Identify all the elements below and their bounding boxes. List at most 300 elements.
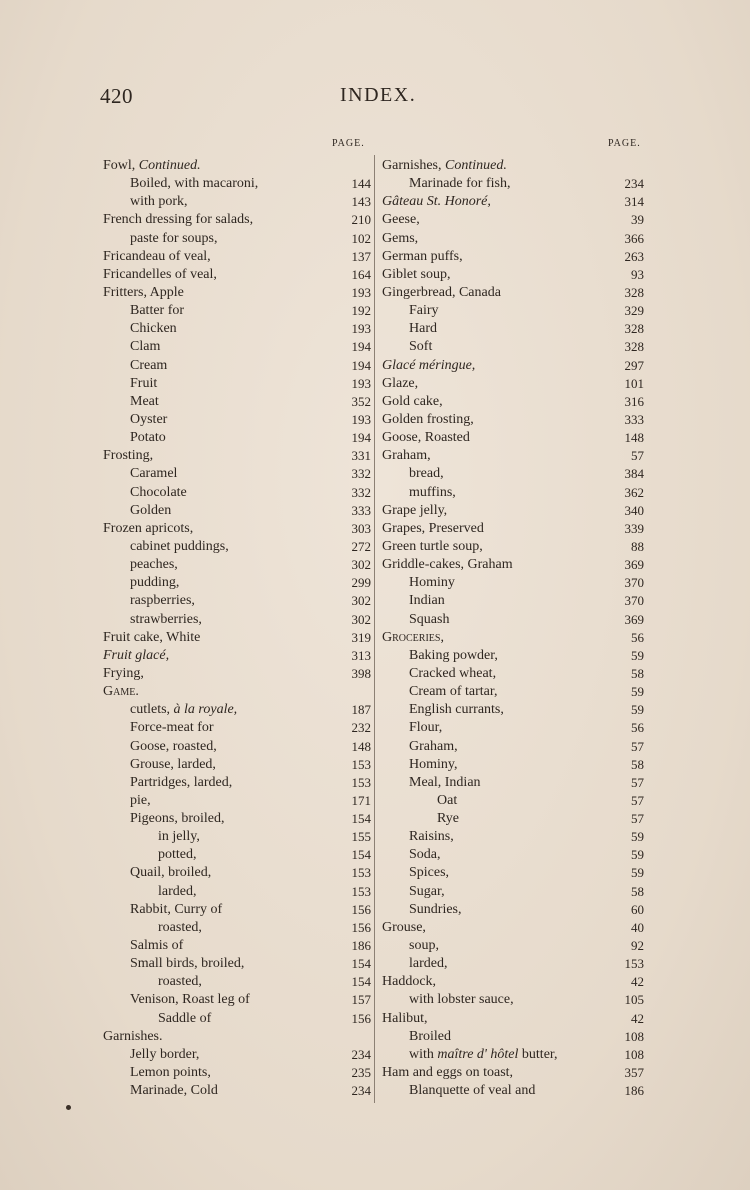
index-entry bbox=[382, 665, 644, 683]
entry-label: Hominy, bbox=[409, 756, 458, 772]
index-entry-text bbox=[409, 647, 498, 665]
index-entry bbox=[382, 810, 644, 828]
entry-label: Jelly border, bbox=[130, 1046, 200, 1062]
entry-label: Fritters, Apple bbox=[103, 284, 184, 300]
entry-label: Sundries, bbox=[409, 901, 462, 917]
index-page-number: 357 bbox=[624, 1065, 644, 1081]
index-entry-text bbox=[382, 284, 501, 302]
ink-speck bbox=[66, 1105, 71, 1110]
index-entry-text bbox=[130, 756, 216, 774]
index-entry-text bbox=[130, 611, 202, 629]
entry-label: Marinade, Cold bbox=[130, 1083, 218, 1099]
index-page-number: 332 bbox=[351, 484, 371, 500]
index-entry-text bbox=[103, 248, 211, 266]
index-page-number: 316 bbox=[624, 393, 644, 409]
index-entry bbox=[382, 883, 644, 901]
index-entry-text bbox=[409, 774, 481, 792]
index-page-number: 156 bbox=[351, 901, 371, 917]
entry-label: Grouse, bbox=[382, 919, 426, 935]
index-entry-text bbox=[130, 411, 167, 429]
index-entry-text bbox=[409, 937, 439, 955]
entry-label: Baking powder, bbox=[409, 647, 498, 663]
index-page-number: 102 bbox=[351, 230, 371, 246]
index-entry bbox=[103, 230, 371, 248]
entry-label: Saddle of bbox=[158, 1010, 212, 1026]
index-entry bbox=[103, 701, 371, 719]
index-page-number: 340 bbox=[624, 502, 644, 518]
entry-label: Venison, Roast leg of bbox=[130, 992, 250, 1008]
entry-label: Halibut, bbox=[382, 1010, 428, 1026]
entry-label: Oyster bbox=[130, 411, 168, 427]
index-entry bbox=[103, 810, 371, 828]
index-entry-text bbox=[158, 883, 196, 901]
index-entry bbox=[103, 937, 371, 955]
index-entry bbox=[382, 629, 644, 647]
index-entry-text bbox=[409, 592, 445, 610]
index-entry bbox=[382, 556, 644, 574]
index-entry-text bbox=[409, 484, 456, 502]
entry-label: Fricandelles of veal, bbox=[103, 266, 217, 282]
entry-italic-label: Continued. bbox=[138, 158, 201, 173]
index-entry-text bbox=[103, 447, 153, 465]
index-entry bbox=[382, 447, 644, 465]
index-entry bbox=[382, 248, 644, 266]
index-entry-text bbox=[130, 357, 167, 375]
index-entry bbox=[103, 502, 371, 520]
index-page-number: 366 bbox=[624, 230, 644, 246]
index-entry bbox=[382, 266, 644, 284]
entry-label: Pigeons, broiled, bbox=[130, 811, 225, 827]
index-entry-text bbox=[382, 447, 431, 465]
entry-label: peaches, bbox=[130, 557, 178, 573]
index-entry bbox=[382, 719, 644, 737]
index-page-number: 156 bbox=[351, 919, 371, 935]
index-entry-text bbox=[409, 611, 449, 629]
index-page-number: 302 bbox=[351, 557, 371, 573]
index-entry bbox=[382, 302, 644, 320]
index-entry bbox=[382, 1028, 644, 1046]
index-page-number: 329 bbox=[624, 303, 644, 319]
entry-label: Garnishes. bbox=[103, 1028, 163, 1044]
entry-label: Force-meat for bbox=[130, 720, 214, 736]
index-entry bbox=[382, 520, 644, 538]
index-entry-text bbox=[437, 810, 459, 828]
index-page-number: 192 bbox=[351, 303, 371, 319]
index-entry bbox=[382, 502, 644, 520]
index-entry bbox=[103, 683, 371, 701]
index-page-number: 137 bbox=[351, 248, 371, 264]
entry-label: Oat bbox=[437, 792, 458, 808]
column-divider bbox=[374, 155, 375, 1103]
index-entry-text bbox=[382, 375, 418, 393]
index-entry-text bbox=[409, 465, 444, 483]
entry-label: with lobster sauce, bbox=[409, 992, 514, 1008]
index-entry-text bbox=[409, 738, 458, 756]
entry-label: Rye bbox=[437, 811, 459, 827]
entry-italic-label: Continued. bbox=[445, 158, 507, 173]
index-entry bbox=[103, 302, 371, 320]
entry-label: Ham and eggs on toast, bbox=[382, 1065, 514, 1081]
index-entry bbox=[103, 629, 371, 647]
index-page-number: 352 bbox=[351, 393, 371, 409]
entry-label: pudding, bbox=[130, 575, 180, 591]
index-entry bbox=[103, 738, 371, 756]
entry-label: Small birds, broiled, bbox=[130, 956, 245, 972]
entry-label: Spices, bbox=[409, 865, 450, 881]
index-entry bbox=[103, 375, 371, 393]
index-page-number: 157 bbox=[351, 992, 371, 1008]
index-page-number: 193 bbox=[351, 375, 371, 391]
entry-label: Griddle-cakes, Graham bbox=[382, 557, 513, 573]
entry-label: Hard bbox=[409, 321, 437, 337]
index-entry-text bbox=[130, 1064, 211, 1082]
index-page-number: 171 bbox=[351, 792, 371, 808]
page-number: 420 bbox=[100, 84, 133, 108]
entry-label: roasted, bbox=[158, 919, 202, 935]
entry-label: Fairy bbox=[409, 303, 439, 319]
index-entry bbox=[103, 1064, 371, 1082]
index-page-number: 194 bbox=[351, 339, 371, 355]
index-page-number: 40 bbox=[631, 919, 644, 935]
index-entry bbox=[103, 611, 371, 629]
index-page-number: 57 bbox=[631, 448, 644, 464]
index-entry-text bbox=[409, 864, 449, 882]
index-entry-text bbox=[130, 484, 187, 502]
index-column-left bbox=[103, 157, 371, 1100]
entry-label: Partridges, larded, bbox=[130, 774, 233, 790]
index-entry-text bbox=[130, 320, 177, 338]
index-entry-text bbox=[130, 774, 232, 792]
index-entry bbox=[382, 1064, 644, 1082]
index-entry-text bbox=[158, 973, 202, 991]
index-entry-text bbox=[130, 574, 179, 592]
index-entry-text bbox=[382, 393, 443, 411]
index-page-number: 331 bbox=[351, 448, 371, 464]
index-entry-text bbox=[158, 828, 200, 846]
index-entry-text bbox=[103, 157, 201, 175]
index-page-number: 319 bbox=[351, 629, 371, 645]
entry-label: Caramel bbox=[130, 466, 178, 482]
index-entry bbox=[382, 1010, 644, 1028]
index-page-number: 154 bbox=[351, 974, 371, 990]
index-page-number: 313 bbox=[351, 647, 371, 663]
entry-label: Potato bbox=[130, 430, 166, 446]
index-entry bbox=[103, 592, 371, 610]
index-entry bbox=[382, 1046, 644, 1064]
index-entry bbox=[382, 465, 644, 483]
index-entry bbox=[382, 864, 644, 882]
index-entry bbox=[103, 719, 371, 737]
index-page-number: 362 bbox=[624, 484, 644, 500]
entry-label: Haddock, bbox=[382, 974, 437, 990]
entry-label: cutlets, bbox=[130, 702, 174, 718]
entry-label: English currants, bbox=[409, 702, 504, 718]
index-entry bbox=[103, 357, 371, 375]
index-page-number: 235 bbox=[351, 1065, 371, 1081]
index-page-number: 328 bbox=[624, 284, 644, 300]
entry-label: Soft bbox=[409, 339, 433, 355]
index-page-number: 328 bbox=[624, 321, 644, 337]
entry-italic-label: Gâteau St. Honoré, bbox=[382, 194, 491, 210]
index-entry bbox=[103, 538, 371, 556]
entry-label: Clam bbox=[130, 339, 161, 355]
index-page-number: 333 bbox=[351, 502, 371, 518]
index-entry bbox=[103, 647, 371, 665]
entry-label: roasted, bbox=[158, 974, 202, 990]
entry-label: in jelly, bbox=[158, 829, 200, 845]
entry-label: Green turtle soup, bbox=[382, 538, 483, 554]
index-entry bbox=[103, 574, 371, 592]
entry-label: larded, bbox=[409, 956, 448, 972]
index-page-number: 58 bbox=[631, 756, 644, 772]
index-entry-text bbox=[409, 665, 496, 683]
page-column-header-left: PAGE. bbox=[332, 138, 365, 149]
entry-label: Salmis of bbox=[130, 938, 184, 954]
index-entry-text bbox=[409, 883, 445, 901]
index-page-number: 232 bbox=[351, 720, 371, 736]
index-page-number: 88 bbox=[631, 538, 644, 554]
entry-italic-label: Glacé méringue, bbox=[382, 357, 476, 373]
index-page-number: 272 bbox=[351, 538, 371, 554]
index-entry-text bbox=[103, 683, 139, 701]
entry-label: Gold cake, bbox=[382, 393, 443, 409]
index-entry-text bbox=[103, 647, 169, 665]
entry-label: Frozen apricots, bbox=[103, 520, 194, 536]
index-entry bbox=[382, 774, 644, 792]
index-entry bbox=[103, 973, 371, 991]
entry-label: Chocolate bbox=[130, 484, 187, 500]
index-entry bbox=[382, 175, 644, 193]
entry-label: Boiled, with macaroni, bbox=[130, 176, 259, 192]
index-page-number: 144 bbox=[351, 176, 371, 192]
entry-label: Grapes, Preserved bbox=[382, 520, 484, 536]
index-entry bbox=[382, 991, 644, 1009]
index-entry-text bbox=[130, 937, 183, 955]
index-entry bbox=[382, 647, 644, 665]
entry-label: Grouse, larded, bbox=[130, 756, 216, 772]
index-entry bbox=[382, 574, 644, 592]
index-entry-text bbox=[382, 629, 444, 647]
index-page-number: 369 bbox=[624, 557, 644, 573]
index-entry bbox=[382, 683, 644, 701]
index-page-number: 299 bbox=[351, 575, 371, 591]
index-entry bbox=[382, 901, 644, 919]
entry-label: Cream of tartar, bbox=[409, 684, 498, 700]
entry-label: Blanquette of veal and bbox=[409, 1083, 536, 1099]
index-entry bbox=[103, 465, 371, 483]
index-entry-text bbox=[130, 701, 237, 719]
entry-label: German puffs, bbox=[382, 248, 463, 264]
index-entry-text bbox=[382, 429, 470, 447]
index-entry-text bbox=[103, 1028, 163, 1046]
index-entry-text bbox=[409, 719, 442, 737]
index-entry bbox=[382, 738, 644, 756]
index-page-number: 263 bbox=[624, 248, 644, 264]
index-entry bbox=[103, 1028, 371, 1046]
index-entry-text bbox=[130, 375, 157, 393]
index-entry-text bbox=[409, 846, 441, 864]
entry-label: Quail, broiled, bbox=[130, 865, 212, 881]
entry-label: Lemon points, bbox=[130, 1065, 211, 1081]
index-entry-text bbox=[158, 919, 202, 937]
index-page-number: 42 bbox=[631, 974, 644, 990]
entry-italic-label: Fruit glacé, bbox=[103, 647, 170, 663]
index-entry bbox=[382, 211, 644, 229]
index-page-number: 148 bbox=[624, 430, 644, 446]
index-entry bbox=[103, 864, 371, 882]
index-page-number: 234 bbox=[351, 1083, 371, 1099]
index-entry-text bbox=[130, 193, 188, 211]
index-entry-text bbox=[409, 828, 454, 846]
index-column-right bbox=[382, 157, 644, 1100]
index-entry bbox=[382, 284, 644, 302]
index-page-number: 153 bbox=[351, 774, 371, 790]
index-entry bbox=[382, 1082, 644, 1100]
index-page-number: 59 bbox=[631, 684, 644, 700]
entry-label: Raisins, bbox=[409, 829, 454, 845]
index-page-number: 234 bbox=[351, 1046, 371, 1062]
index-page-number: 59 bbox=[631, 829, 644, 845]
entry-italic-label: maître d' hôtel bbox=[437, 1046, 519, 1062]
index-entry-text bbox=[437, 792, 457, 810]
entry-label: French dressing for salads, bbox=[103, 212, 254, 228]
entry-label: Golden frosting, bbox=[382, 411, 474, 427]
index-entry-text bbox=[130, 864, 211, 882]
index-entry bbox=[103, 883, 371, 901]
index-entry bbox=[382, 193, 644, 211]
index-page-number: 57 bbox=[631, 738, 644, 754]
entry-label: Garnishes, bbox=[382, 158, 445, 173]
index-entry-text bbox=[409, 901, 462, 919]
entry-label: Glaze, bbox=[382, 375, 419, 391]
entry-label: muffins, bbox=[409, 484, 456, 500]
index-entry-text bbox=[130, 1046, 199, 1064]
index-page-number: 193 bbox=[351, 284, 371, 300]
entry-label: Goose, Roasted bbox=[382, 430, 470, 446]
index-entry bbox=[382, 357, 644, 375]
index-entry-text bbox=[130, 338, 160, 356]
index-entry-text bbox=[130, 230, 218, 248]
index-entry-text bbox=[103, 266, 217, 284]
index-page-number: 314 bbox=[624, 194, 644, 210]
entry-label: Chicken bbox=[130, 321, 177, 337]
index-page-number: 92 bbox=[631, 938, 644, 954]
index-page-number: 105 bbox=[624, 992, 644, 1008]
index-entry bbox=[382, 592, 644, 610]
index-page-number: 369 bbox=[624, 611, 644, 627]
entry-label: Sugar, bbox=[409, 883, 445, 899]
index-page-number: 153 bbox=[351, 756, 371, 772]
index-entry-text bbox=[382, 211, 420, 229]
index-page-number: 39 bbox=[631, 212, 644, 228]
index-entry bbox=[382, 393, 644, 411]
index-entry-text bbox=[158, 846, 197, 864]
index-entry-text bbox=[409, 1028, 451, 1046]
index-entry-text bbox=[382, 973, 436, 991]
entry-label: potted, bbox=[158, 847, 197, 863]
index-entry-text bbox=[130, 556, 178, 574]
index-page-number: 59 bbox=[631, 702, 644, 718]
index-page-number: 57 bbox=[631, 811, 644, 827]
index-entry-text bbox=[130, 393, 159, 411]
index-entry bbox=[382, 973, 644, 991]
index-page-number: 210 bbox=[351, 212, 371, 228]
index-entry bbox=[382, 157, 644, 175]
entry-label: Hominy bbox=[409, 575, 455, 591]
index-entry bbox=[382, 792, 644, 810]
index-entry-text bbox=[409, 1082, 535, 1100]
index-entry-text bbox=[409, 955, 447, 973]
index-entry-text bbox=[130, 955, 244, 973]
entry-label: Goose, roasted, bbox=[130, 738, 217, 754]
entry-label: Grape jelly, bbox=[382, 502, 448, 518]
index-page-number: 302 bbox=[351, 593, 371, 609]
index-entry bbox=[382, 484, 644, 502]
index-page-number: 398 bbox=[351, 665, 371, 681]
index-page-number: 193 bbox=[351, 411, 371, 427]
index-entry bbox=[103, 248, 371, 266]
index-entry bbox=[103, 338, 371, 356]
index-entry bbox=[103, 393, 371, 411]
index-page-number: 154 bbox=[351, 956, 371, 972]
index-entry bbox=[103, 901, 371, 919]
index-page-number: 153 bbox=[351, 883, 371, 899]
index-entry bbox=[103, 484, 371, 502]
index-entry-text bbox=[382, 1010, 428, 1028]
index-entry bbox=[103, 756, 371, 774]
index-entry-text bbox=[382, 230, 418, 248]
index-entry bbox=[103, 320, 371, 338]
index-entry bbox=[103, 828, 371, 846]
index-page-number: 59 bbox=[631, 865, 644, 881]
index-entry-text bbox=[103, 211, 253, 229]
entry-label: Fruit cake, White bbox=[103, 629, 201, 645]
index-entry bbox=[103, 556, 371, 574]
entry-label: Gems, bbox=[382, 230, 419, 246]
index-entry-text bbox=[130, 810, 225, 828]
index-entry bbox=[382, 411, 644, 429]
entry-label: Cracked wheat, bbox=[409, 665, 497, 681]
index-entry bbox=[103, 1010, 371, 1028]
index-entry bbox=[103, 157, 371, 175]
index-entry bbox=[382, 828, 644, 846]
index-entry-text bbox=[382, 193, 491, 211]
entry-label: Graham, bbox=[382, 448, 431, 464]
entry-label: Broiled bbox=[409, 1028, 451, 1044]
index-entry-text bbox=[130, 738, 217, 756]
index-entry bbox=[382, 375, 644, 393]
index-entry-text bbox=[409, 701, 504, 719]
index-entry bbox=[103, 919, 371, 937]
entry-label: Cream bbox=[130, 357, 168, 373]
entry-label: Fricandeau of veal, bbox=[103, 248, 211, 264]
index-entry bbox=[103, 411, 371, 429]
entry-label: Meat bbox=[130, 393, 159, 409]
entry-label: with pork, bbox=[130, 194, 188, 210]
entry-label: Frosting, bbox=[103, 448, 154, 464]
index-entry bbox=[382, 955, 644, 973]
index-entry-text bbox=[382, 248, 463, 266]
index-page-number: 154 bbox=[351, 847, 371, 863]
index-page-number: 332 bbox=[351, 466, 371, 482]
index-page-number: 153 bbox=[351, 865, 371, 881]
index-entry-text bbox=[103, 629, 200, 647]
entry-label: Rabbit, Curry of bbox=[130, 901, 223, 917]
index-page-number: 370 bbox=[624, 593, 644, 609]
index-page-number: 339 bbox=[624, 520, 644, 536]
index-page-number: 59 bbox=[631, 647, 644, 663]
index-entry bbox=[382, 919, 644, 937]
